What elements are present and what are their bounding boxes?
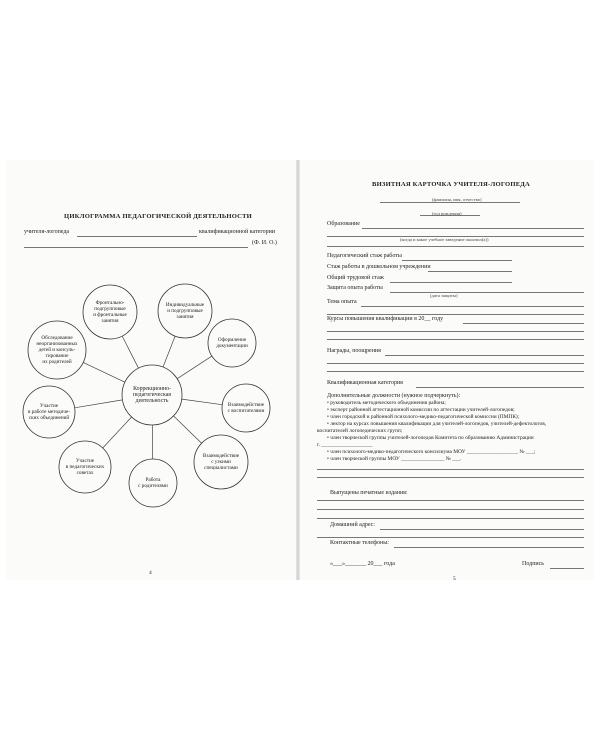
positions-line-2 xyxy=(317,477,584,478)
node-examination: Обследование неорганизованных детей и консуль- тирование их родителей xyxy=(36,335,78,365)
publications-label: Выпущены печатные издания: xyxy=(330,490,408,496)
node-ped-councils: Участие в педагогических советах xyxy=(65,458,105,476)
spoke-node-ped-councils xyxy=(103,417,132,448)
node-individual-lessons: Индивидуальные и подгрупповые занятия xyxy=(165,302,205,320)
defense-date-hint: (дата защиты) xyxy=(430,293,458,298)
preschool-experience-line xyxy=(428,271,512,272)
spoke-node-educators xyxy=(182,399,223,405)
preschool-experience-label: Стаж работы в дошкольном учреждении xyxy=(327,264,431,270)
extra-positions-label: Дополнительные должности (нужное подчеркнуть): xyxy=(327,393,461,399)
card-title: ВИЗИТНАЯ КАРТОЧКА УЧИТЕЛЯ-ЛОГОПЕДА xyxy=(372,181,531,188)
publications-line-2 xyxy=(317,509,584,510)
spoke-node-specialists xyxy=(174,416,202,443)
positions-line-1 xyxy=(317,469,584,470)
node-educators: Взаимодействие с воспитателями xyxy=(227,402,265,414)
position-3: • член городской и районной психолого-медико-педагогической комиссии (ПМПК); xyxy=(327,414,520,420)
signature-line xyxy=(550,568,584,569)
total-experience-line xyxy=(390,282,512,283)
address-line-2 xyxy=(317,537,584,538)
phones-line xyxy=(394,547,584,548)
education-hint: (когда и какое учебное заведение окончил(а)) xyxy=(400,237,489,242)
teacher-prefix: учителя-логопеда xyxy=(24,229,70,235)
position-5-city: г. ___________________ xyxy=(317,442,373,448)
awards-line-3 xyxy=(327,371,584,372)
category-suffix: квалификационной категории xyxy=(199,229,276,235)
home-address-label: Домашний адрес: xyxy=(330,522,376,528)
birth-hint: (год рождения) xyxy=(432,211,462,216)
position-5: • член творческой группы учителей-логопедов Комитета по образованию Администрации xyxy=(327,435,534,441)
spoke-node-method-associations xyxy=(75,400,123,408)
total-experience-label: Общий трудовой стаж xyxy=(327,275,384,281)
qualification-line xyxy=(416,387,584,388)
awards-line-2 xyxy=(327,363,584,364)
experience-defense-label: Защита опыта работы xyxy=(327,285,383,291)
publications-line-1 xyxy=(317,500,584,501)
cyclogram-title: ЦИКЛОГРАММА ПЕДАГОГИЧЕСКОЙ ДЕЯТЕЛЬНОСТИ xyxy=(64,213,253,220)
experience-theme-label: Тема опыта xyxy=(327,299,357,305)
ped-experience-line xyxy=(402,260,512,261)
education-label: Образование xyxy=(327,221,360,227)
education-line-1 xyxy=(362,228,584,229)
spoke-node-individual-lessons xyxy=(163,336,175,367)
address-line-1 xyxy=(380,529,584,530)
signature-label: Подпись xyxy=(522,561,545,567)
node-documentation: Оформление документации xyxy=(216,337,248,349)
position-6: • член психолого-медико-педагогического консилиума МОУ ___________________ № ___; xyxy=(327,449,536,455)
position-7: • член творческой группы МОУ ________________ № ___. xyxy=(327,456,462,462)
awards-label: Награды, поощрения xyxy=(327,348,381,354)
ped-experience-label: Педагогический стаж работы xyxy=(327,253,402,259)
courses-label: Курсы повышения квалификации в 20__ году xyxy=(327,316,444,322)
courses-line-3 xyxy=(327,339,584,340)
phones-label: Контактные телефоны: xyxy=(330,540,389,546)
node-method-associations: Участие в работе методиче- ских объединений xyxy=(28,403,70,421)
theme-line-1 xyxy=(361,306,584,307)
node-frontal-lessons: Фронтально- подгрупповые и фронтальные занятия xyxy=(93,300,127,324)
experience-defense-line xyxy=(390,292,584,293)
awards-line-1 xyxy=(385,355,584,356)
position-2: • эксперт районной аттестационной комиссии по аттестации учителей-логопедов; xyxy=(327,407,515,413)
position-4-cont: воспитателей логопедических групп; xyxy=(317,428,403,434)
center-node-label: Коррекционно- педагогическая деятельность xyxy=(133,386,171,404)
position-1: • руководитель методического объединения района; xyxy=(327,400,446,406)
spoke-node-frontal-lessons xyxy=(122,336,138,368)
right-page-number: 5 xyxy=(453,576,456,582)
theme-line-2 xyxy=(327,314,584,315)
left-page-number: 4 xyxy=(149,570,152,576)
spoke-node-examination xyxy=(83,362,125,382)
fio-hint: (фамилия, имя, отчество) xyxy=(432,197,482,202)
publications-line-3 xyxy=(317,518,584,519)
education-line-3 xyxy=(327,246,584,247)
courses-line-2 xyxy=(327,331,584,332)
qualification-label: Квалификационная категория xyxy=(327,380,403,386)
spoke-node-documentation xyxy=(177,356,212,379)
courses-line-1 xyxy=(463,323,584,324)
position-4: • лектор на курсах повышения квалификации для учителей-логопедов, учителей-дефектологов, xyxy=(327,421,547,427)
fio-label: (Ф. И. О.) xyxy=(252,240,277,246)
node-parents: Работа с родителями xyxy=(138,477,168,489)
node-specialists: Взаимодействие с узкими специалистами xyxy=(202,453,240,471)
date-line: «___»_______ 20___ года xyxy=(330,561,395,567)
